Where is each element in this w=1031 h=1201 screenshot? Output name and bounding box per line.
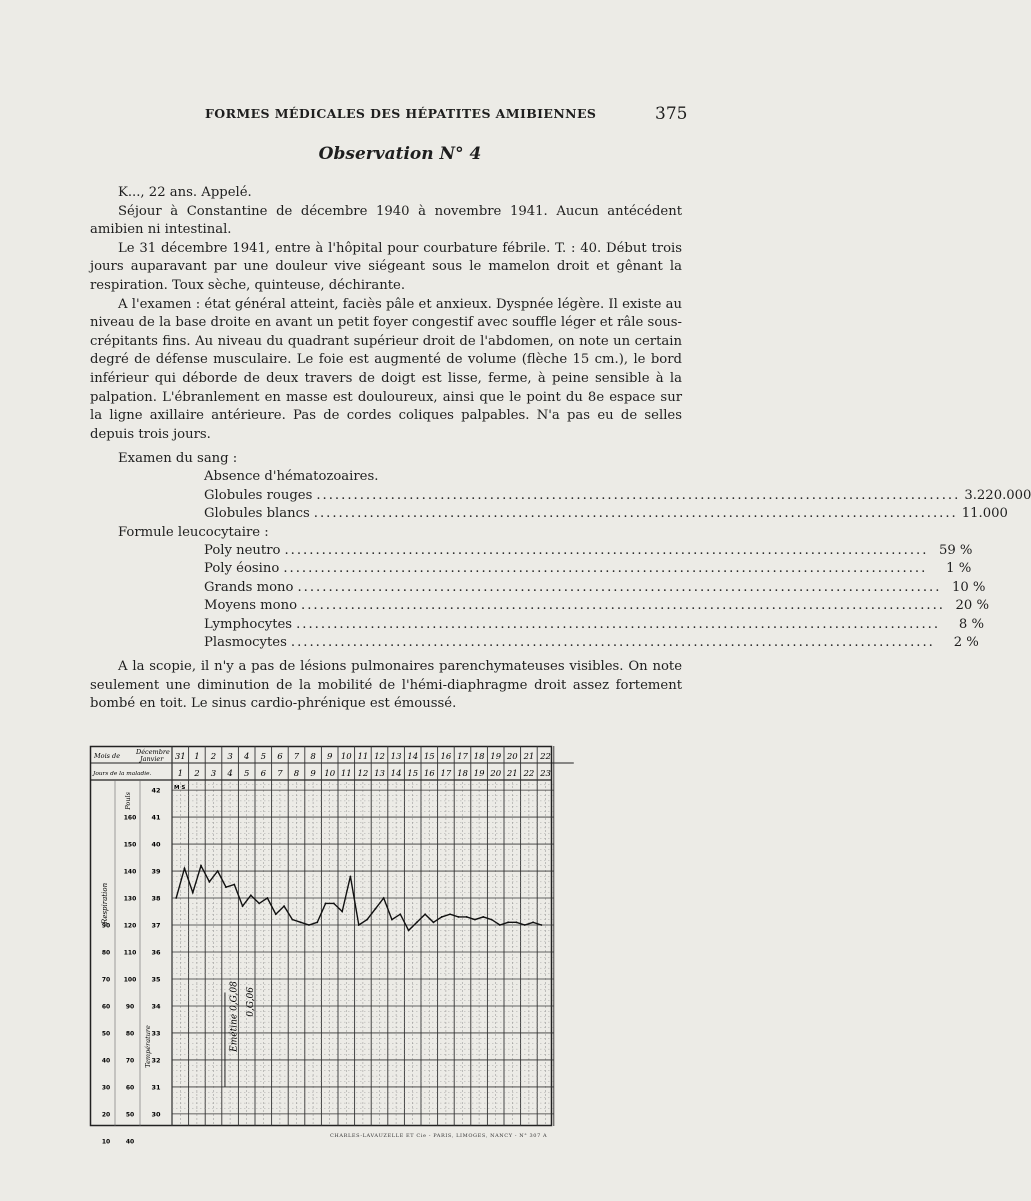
calendar-day-label: 17 [457, 752, 468, 762]
calendar-day-label: 11 [357, 752, 369, 762]
calendar-day-label: 14 [407, 752, 419, 762]
temperature-point [416, 921, 418, 923]
temperature-point [507, 921, 509, 923]
temperature-point [350, 876, 352, 878]
pouls-tick-label: 80 [125, 1030, 135, 1038]
pouls-tick-label: 50 [125, 1111, 135, 1119]
pouls-tick-label: 60 [125, 1084, 135, 1092]
illness-day-label: 17 [440, 769, 452, 779]
illness-day-label: 21 [506, 769, 518, 779]
temperature-point [466, 916, 468, 918]
temperature-point [217, 870, 219, 872]
temperature-point [449, 913, 451, 915]
row-value: 20 % [955, 598, 989, 614]
temperature-point [200, 865, 202, 867]
illness-day-label: 4 [227, 769, 233, 779]
temperature-point [366, 919, 368, 921]
temperature-point [532, 921, 534, 923]
respiration-tick-label: 50 [101, 1030, 111, 1038]
illness-day-label: 6 [260, 769, 267, 779]
temperature-point [233, 884, 235, 886]
row-label: Lymphocytes [204, 616, 293, 632]
calendar-day-label: 31 [174, 752, 186, 762]
temperature-tick-label: 36 [151, 948, 161, 957]
temperature-point [325, 903, 327, 905]
row-label: Plasmocytes [204, 635, 287, 651]
temperature-tick-label: 42 [151, 786, 161, 795]
paragraph: Le 31 décembre 1941, entre à l'hôpital pour courbature fébrile. T. : 40. Début trois jours auparavant par une douleur vive siégeant sous le mamelon droit et gênant la respiration. Toux sèche, quinteuse, déchirante. [90, 240, 682, 293]
pouls-tick-label: 130 [123, 895, 137, 903]
row-label: Poly neutro [204, 543, 281, 559]
pouls-axis-label: Pouls [124, 792, 132, 810]
temperature-axis-label: Température [144, 1025, 152, 1068]
blood-exam [118, 450, 1031, 652]
temperature-tick-label: 39 [151, 867, 161, 876]
row-label: Moyens mono [204, 598, 298, 614]
page-number: 375 [655, 104, 688, 124]
calendar-day-label: 8 [310, 752, 316, 762]
temperature-point [184, 867, 186, 869]
formula-title: Formule leucocytaire : [118, 524, 269, 540]
temperature-point [341, 911, 343, 913]
temperature-point [283, 905, 285, 907]
temperature-point [192, 892, 194, 894]
temperature-point [499, 924, 501, 926]
temperature-point [333, 903, 335, 905]
illness-day-label: 14 [390, 769, 402, 779]
formula-row [204, 560, 972, 578]
treatment-annotation: Emétine 0,G,08 [229, 981, 240, 1052]
respiration-tick-label: 40 [101, 1057, 111, 1065]
respiration-tick-label: 60 [101, 1003, 111, 1011]
calendar-day-label: 6 [277, 752, 283, 762]
respiration-tick-label: 90 [101, 922, 111, 930]
page-header [0, 104, 800, 128]
illness-day-label: 16 [423, 769, 435, 779]
temperature-point [540, 924, 542, 926]
blood-intro: Examen du sang : [118, 451, 238, 466]
temperature-point [441, 916, 443, 918]
row-value: 3.220.000 [964, 487, 1031, 503]
row-label: Poly éosino [204, 561, 280, 577]
formula-row [204, 616, 985, 634]
temperature-tick-label: 32 [151, 1056, 161, 1065]
formula-row [204, 634, 979, 652]
calendar-day-label: 19 [490, 752, 502, 762]
blood-count-row [204, 505, 1008, 523]
calendar-day-label: 10 [340, 752, 352, 762]
temperature-point [250, 894, 252, 896]
calendar-day-label: 2 [210, 752, 217, 762]
temperature-tick-label: 31 [151, 1083, 161, 1092]
row-value: 2 % [953, 635, 979, 651]
temperature-tick-label: 33 [151, 1029, 161, 1038]
calendar-day-label: 9 [326, 752, 333, 762]
month-row-label: Mois de [94, 752, 121, 760]
paragraph: A l'examen : état général atteint, faciès pâle et anxieux. Dyspnée légère. Il existe au niveau de la base droite en avant un petit foyer congestif avec souffle léger et râle sous-crépitants fins. Au niveau du quadrant supérieur droit de l'abdomen, on note un certain degré de défense musculaire. Le foie est augmenté de volume (flèche 15 cm.), le bord inférieur qui déborde de deux travers de doigt est lisse, ferme, à peine sensible à la palpation. L'ébranlement en masse est douloureux, ainsi que le point du 8e espace sur la ligne axillaire antérieure. Pas de cordes coliques palpables. N'a pas eu de selles depuis trois jours. [90, 296, 682, 442]
illness-day-label: 18 [457, 769, 468, 779]
calendar-day-label: 15 [423, 752, 435, 762]
temperature-tick-label: 30 [151, 1110, 161, 1119]
illness-day-label: 10 [324, 769, 336, 779]
calendar-day-label: 4 [243, 752, 250, 762]
illness-day-label: 12 [357, 769, 369, 779]
temperature-point [383, 897, 385, 899]
temperature-point [300, 921, 302, 923]
month-name: Décembre [136, 748, 170, 756]
calendar-day-label: 22 [540, 752, 551, 762]
case-text [90, 184, 682, 444]
calendar-day-label: 18 [473, 752, 485, 762]
temperature-point [433, 921, 435, 923]
temperature-point [358, 924, 360, 926]
illness-day-label: 3 [210, 769, 217, 779]
calendar-day-label: 5 [260, 752, 267, 762]
respiration-tick-label: 70 [101, 976, 111, 984]
pouls-tick-label: 100 [123, 976, 137, 984]
illness-day-label: 11 [340, 769, 352, 779]
temperature-point [308, 924, 310, 926]
illness-day-label: 15 [407, 769, 419, 779]
paragraph: K..., 22 ans. Appelé. [118, 185, 252, 200]
illness-day-label: 5 [243, 769, 250, 779]
formula-row [204, 579, 986, 597]
temperature-point [258, 903, 260, 905]
temperature-point [316, 921, 318, 923]
pouls-tick-label: 110 [123, 949, 137, 957]
calendar-day-label: 13 [390, 752, 402, 762]
temperature-point [374, 908, 376, 910]
temperature-point [399, 913, 401, 915]
temperature-tick-label: 34 [151, 1002, 161, 1011]
calendar-day-label: 3 [227, 752, 233, 762]
temperature-point [208, 881, 210, 883]
temperature-point [275, 913, 277, 915]
treatment-annotation: 0,G,06 [245, 986, 256, 1017]
pouls-tick-label: 160 [123, 814, 137, 822]
pouls-tick-label: 150 [123, 841, 137, 849]
temperature-point [482, 916, 484, 918]
row-value: 1 % [946, 561, 972, 577]
illness-day-label: 8 [293, 769, 300, 779]
illness-day-label: 20 [490, 769, 502, 779]
row-label: Globules blancs [204, 506, 310, 522]
respiration-tick-label: 20 [101, 1111, 111, 1119]
temperature-point [225, 886, 227, 888]
temperature-point [457, 916, 459, 918]
formula-row [204, 597, 989, 615]
calendar-day-label: 20 [506, 752, 518, 762]
pouls-tick-label: 120 [123, 922, 137, 930]
illness-day-label: 13 [374, 769, 385, 779]
respiration-tick-label: 30 [101, 1084, 111, 1092]
temperature-tick-label: 35 [151, 975, 161, 984]
blood-absence: Absence d'hématozoaires. [204, 469, 379, 485]
temperature-point [408, 930, 410, 932]
temperature-point [524, 924, 526, 926]
illness-day-label: 22 [523, 769, 535, 779]
calendar-day-label: 16 [440, 752, 452, 762]
row-value: 10 % [951, 579, 986, 595]
observation-title: Observation N° 4 [318, 144, 482, 164]
month-name: Janvier [140, 755, 164, 763]
pouls-tick-label: 90 [125, 1003, 135, 1011]
temperature-point [491, 919, 493, 921]
calendar-day-label: 7 [293, 752, 300, 762]
pouls-tick-label: 140 [123, 868, 137, 876]
illness-day-label: 1 [177, 769, 184, 779]
illness-day-label: 7 [277, 769, 283, 779]
morning-evening-mark: M S [174, 785, 186, 791]
illness-day-label: 2 [194, 769, 200, 779]
calendar-day-label: 1 [194, 752, 200, 762]
temperature-point [291, 919, 293, 921]
temperature-point [175, 897, 177, 899]
paragraph: Séjour à Constantine de décembre 1940 à novembre 1941. Aucun antécédent amibien ni intestinal. [90, 203, 682, 238]
temperature-tick-label: 37 [151, 921, 161, 930]
respiration-tick-label: 10 [101, 1138, 111, 1146]
row-label: Globules rouges [204, 487, 313, 503]
temperature-point [516, 921, 518, 923]
temperature-tick-label: 40 [151, 840, 161, 849]
formula-row [204, 542, 973, 560]
illness-day-label: 9 [310, 769, 316, 779]
respiration-tick-label: 80 [101, 949, 111, 957]
illness-day-label: 23 [540, 769, 551, 779]
temperature-tick-label: 41 [151, 813, 161, 822]
temperature-point [391, 919, 393, 921]
pouls-tick-label: 70 [125, 1057, 135, 1065]
paragraph: A la scopie, il n'y a pas de lésions pulmonaires parenchymateuses visibles. On note seulement une diminution de la mobilité de l'hémi-diaphragme droit assez fortement bombé en toit. Le sinus cardio-phrénique est émoussé. [90, 659, 682, 712]
temperature-point [474, 919, 476, 921]
printer-line: CHARLES-LAVAUZELLE ET Cie - PARIS, LIMOGES, NANCY - N° 307 A [330, 1133, 548, 1139]
row-value: 11.000 [961, 506, 1008, 522]
respiration-axis-label: Respiration [101, 882, 109, 924]
calendar-day-label: 21 [523, 752, 535, 762]
running-title: FORMES MÉDICALES DES HÉPATITES AMIBIENNES [205, 106, 597, 121]
row-value: 59 % [938, 543, 973, 559]
temperature-point [424, 913, 426, 915]
pouls-tick-label: 40 [125, 1138, 135, 1146]
temperature-point [267, 897, 269, 899]
row-label: Grands mono [204, 579, 294, 595]
row-value: 8 % [958, 616, 985, 632]
illness-row-label: Jours de la maladie. [93, 771, 152, 777]
scopie-text [90, 658, 682, 714]
temperature-tick-label: 38 [151, 894, 161, 903]
blood-count-row [204, 487, 1031, 505]
calendar-day-label: 12 [374, 752, 385, 762]
illness-day-label: 19 [473, 769, 485, 779]
temperature-point [242, 905, 244, 907]
